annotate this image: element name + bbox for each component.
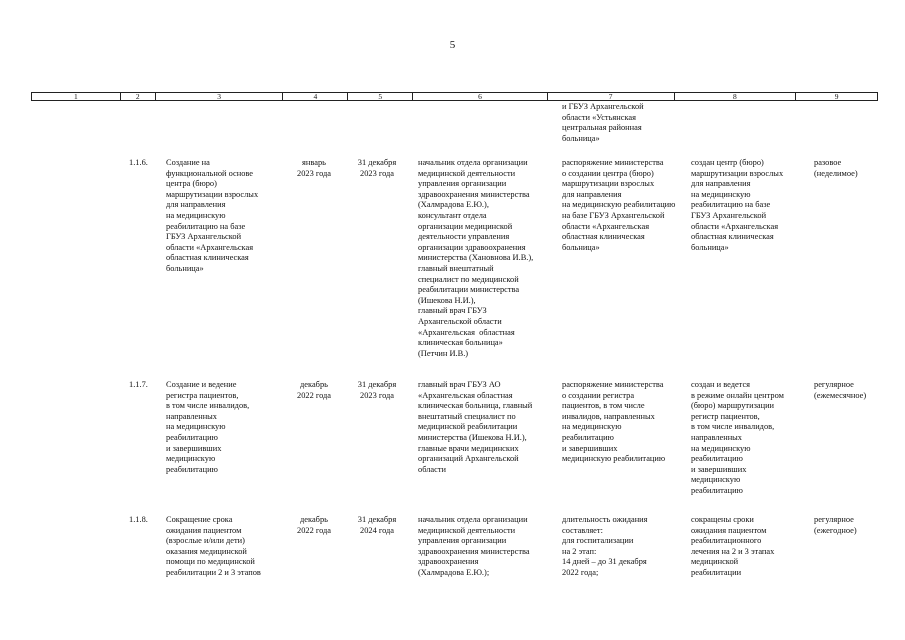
event-name: Создание и ведение регистра пациентов, в том числе инвалидов, направленных на медицинскую реабилитацию и завершивших медицинскую реабилитацию [166,380,250,474]
result: создан и ведется в режиме онлайн центром (бюро) маршрутизации регистр пациентов, в том числе инвалидов, направленных на медицинскую реабилитацию и завершивших медицинскую реабилитацию [691,380,784,495]
column-header-5: 5 [348,93,413,100]
row-number: 1.1.8. [129,515,148,524]
responsible: главный врач ГБУЗ АО «Архангельская областная клиническая больница, главный внештатный специалист по медицинской реабилитации министерства (Ишекова Н.И.), главные врачи медицинских организаций Архангельской области [418,380,533,474]
column-header-3: 3 [156,93,284,100]
result: сокращены сроки ожидания пациентом реабилитационного лечения на 2 и 3 этапах медицинской реабилитации [691,515,775,577]
event-type: регулярное (ежемесячное) [814,380,867,400]
column-header-7: 7 [548,93,675,100]
column-header-4: 4 [283,93,348,100]
column-header-6: 6 [413,93,548,100]
responsible: начальник отдела организации медицинской деятельности управления организации здравоохранения министерства здравоохранения (Халмрадова Е.Ю.); [418,515,530,577]
row-number: 1.1.6. [129,158,148,167]
end-date: 31 декабря 2024 года [357,515,397,535]
column-header-1: 1 [32,93,121,100]
column-header-9: 9 [834,92,839,101]
column-header-2: 2 [121,93,156,100]
continuation-text: и ГБУЗ Архангельской области «Устьянская центральная районная больница» [562,102,644,143]
column-header-8: 8 [675,93,797,100]
row-number: 1.1.7. [129,380,148,389]
event-name: Создание на функциональной основе центра (бюро) маршрутизации взрослых для направления на медицинскую реабилитацию на базе ГБУЗ Архангельской области «Архангельская областная клиническая больница» [166,158,259,273]
end-date: 31 декабря 2023 года [357,380,397,400]
indicator: длительность ожидания составляет: для госпитализации на 2 этап: 14 дней – до 31 декабря 2022 года; [562,515,648,577]
indicator: распоряжение министерства о создании центра (бюро) маршрутизации взрослых для направления на медицинскую реабилитацию на базе ГБУЗ Архангельской области «Архангельская областная клиническая больница» [562,158,676,252]
event-type: разовое (неделимое) [814,158,858,178]
end-date: 31 декабря 2023 года [357,158,397,178]
responsible: начальник отдела организации медицинской деятельности управления организации здравоохранения министерства (Халмрадова Е.Ю.), консультант отдела организации медицинской деятельности управления организации здравоохранения министерства (Хановнова И.В.), главный внештатный специалист по медицинской реабилитации министерства (Ишекова Н.И.), главный врач ГБУЗ Архангельской области «Архангельская областная клиническая больница» (Петчин И.В.) [418,158,534,358]
event-name: Сокращение срока ожидания пациентом (взрослые и/или дети) оказания медицинской помощи по медицинской реабилитации 2 и 3 этапов [166,515,261,577]
start-date: декабрь 2022 года [297,515,331,535]
event-type: регулярное (ежегодное) [814,515,857,535]
result: создан центр (бюро) маршрутизации взрослых для направления на медицинскую реабилитацию на базе ГБУЗ Архангельской области «Архангельская областная клиническая больница» [691,158,784,252]
start-date: январь 2023 года [297,158,331,178]
page-number: 5 [449,39,456,51]
indicator: распоряжение министерства о создании регистра пациентов, в том числе инвалидов, направленных на медицинскую реабилитацию и завершивших медицинскую реабилитацию [562,380,666,464]
table-header-row [31,92,878,101]
start-date: декабрь 2022 года [297,380,331,400]
